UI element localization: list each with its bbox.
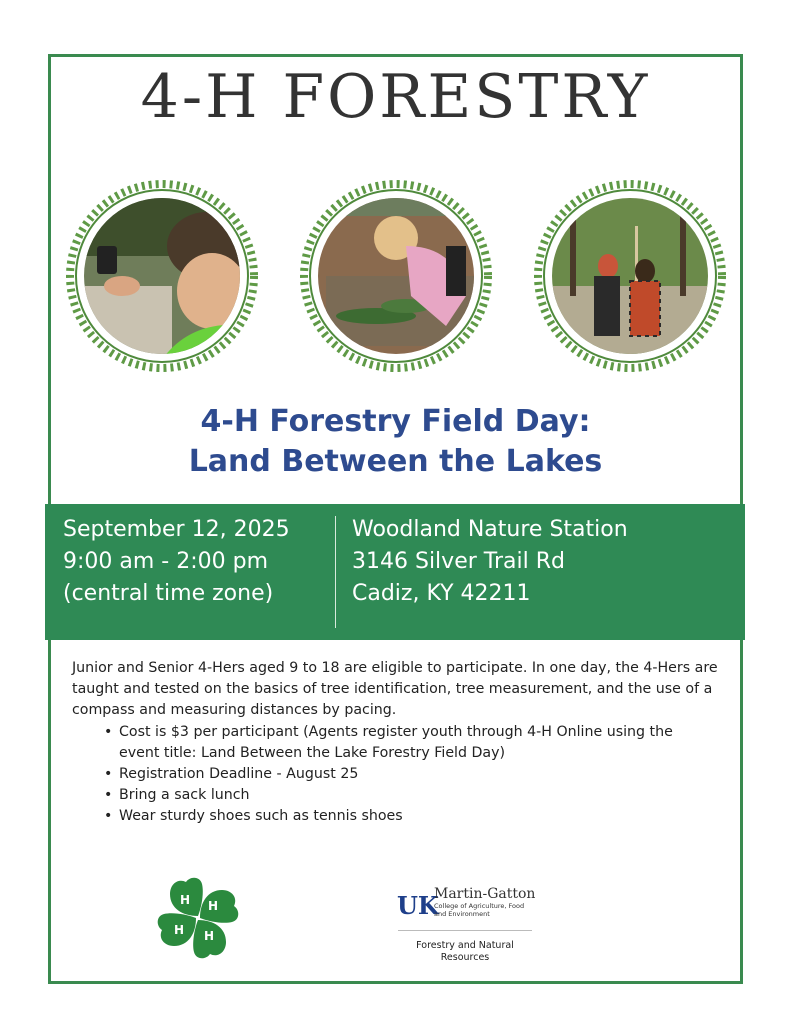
event-time: 9:00 am - 2:00 pm — [63, 549, 269, 574]
list-item: • Bring a sack lunch — [104, 785, 704, 806]
page-title: 4-H FORESTRY — [140, 62, 651, 132]
list-item: • Cost is $3 per participant (Agents register youth through 4-H Online using the event title: Land Between the Lake Forestry Field Day) — [104, 722, 704, 764]
location-block — [352, 514, 628, 610]
list-item: • Wear sturdy shoes such as tennis shoes — [104, 806, 704, 827]
event-title-line1: 4-H Forestry Field Day: — [200, 404, 591, 439]
event-title — [0, 402, 791, 482]
venue-name: Woodland Nature Station — [352, 517, 628, 542]
band-divider — [335, 516, 336, 628]
logo-divider — [398, 930, 532, 931]
4h-clover-logo-icon — [152, 872, 244, 964]
uk-college-subtitle: College of Agriculture, Food and Environment — [434, 902, 525, 918]
event-date: September 12, 2025 — [63, 517, 290, 542]
department-name: Forestry and Natural Resources — [416, 940, 514, 963]
venue-street: 3146 Silver Trail Rd — [352, 549, 565, 574]
photo-outdoors — [530, 176, 730, 376]
event-title-line2: Land Between the Lakes — [188, 444, 603, 479]
svg-text:H: H — [208, 899, 219, 913]
event-description: Junior and Senior 4-Hers aged 9 to 18 are eligible to participate. In one day, the 4-Hers are taught and tested on the basics of tree identification, tree measurement, and the use of a compass and measuring distances by pacing. — [72, 660, 718, 718]
details-band — [45, 504, 745, 640]
leaf-wreath-icon — [62, 176, 262, 376]
photo-leaves — [296, 176, 496, 376]
svg-text:H: H — [204, 929, 215, 943]
info-list — [104, 722, 704, 827]
svg-text:H: H — [180, 893, 191, 907]
uk-logo — [396, 886, 546, 936]
uk-college-name: Martin-Gatton — [434, 886, 536, 902]
list-item: • Registration Deadline - August 25 — [104, 764, 704, 785]
event-timezone: (central time zone) — [63, 581, 274, 606]
svg-text:UK: UK — [397, 891, 439, 920]
photo-compass — [62, 176, 262, 376]
uk-logo-icon — [396, 888, 439, 920]
date-time-block — [63, 514, 290, 610]
venue-city: Cadiz, KY 42211 — [352, 581, 531, 606]
svg-text:H: H — [174, 923, 185, 937]
